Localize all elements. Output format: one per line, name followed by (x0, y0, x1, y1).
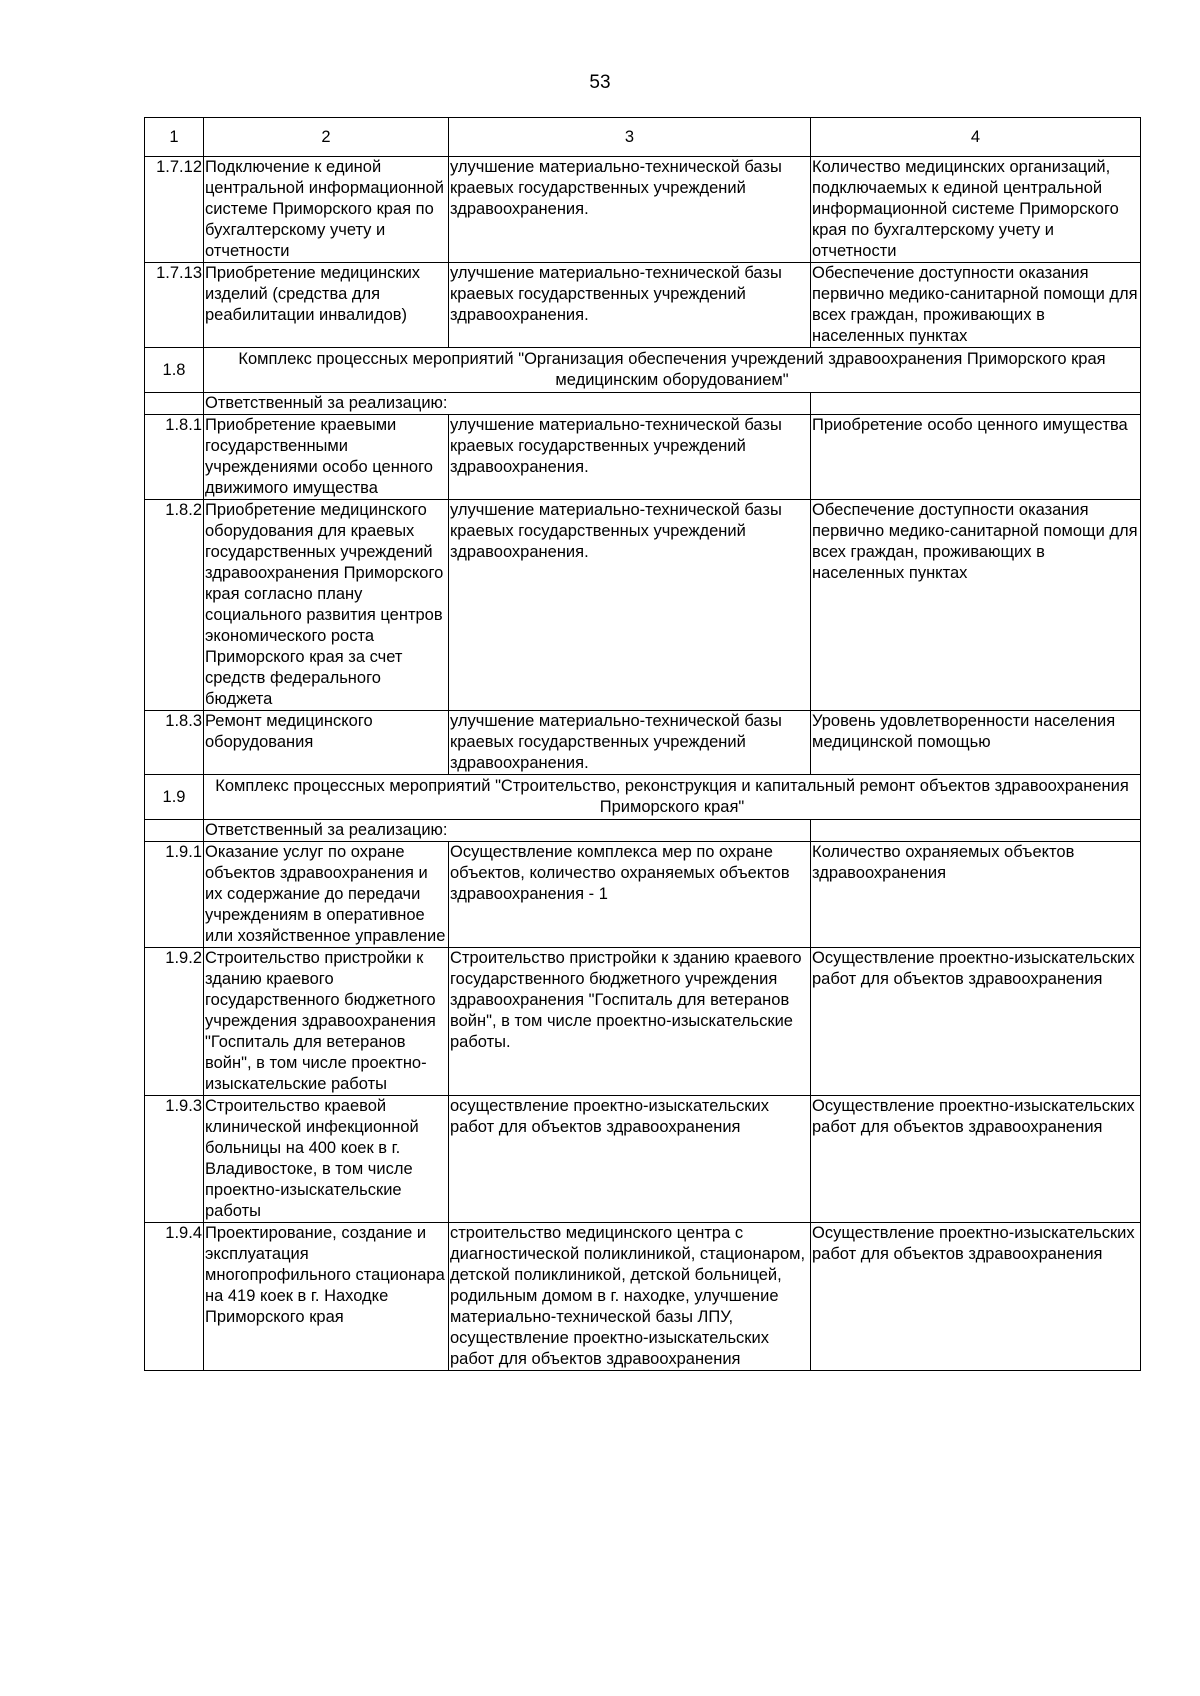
measure-task: улучшение материально-технической базы краевых государственных учреждений здравоохранения. (449, 415, 811, 500)
table-header-row (145, 118, 1141, 157)
measure-task: строительство медицинского центра с диагностической поликлиникой, стационаром, детской поликлиникой, детской больницей, родильным домом в г. находке, улучшение материально-технической базы ЛПУ, осуществление проектно-изыскательских работ для объектов здравоохранения (449, 1223, 811, 1371)
measure-task: улучшение материально-технической базы краевых государственных учреждений здравоохранения. (449, 157, 811, 263)
row-number: 1.7.13 (145, 263, 204, 348)
section-number: 1.8 (145, 348, 204, 393)
row-number: 1.9.4 (145, 1223, 204, 1371)
responsible-empty-cell (811, 393, 1141, 415)
section-row (145, 348, 1141, 393)
row-number: 1.8.2 (145, 500, 204, 711)
header-cell-2: 2 (204, 118, 449, 157)
header-cell-4: 4 (811, 118, 1141, 157)
measure-indicator: Приобретение особо ценного имущества (811, 415, 1141, 500)
measure-name: Строительство пристройки к зданию краевого государственного бюджетного учреждения здравоохранения "Госпиталь для ветеранов войн", в том числе проектно-изыскательские работы (204, 948, 449, 1096)
measure-task: улучшение материально-технической базы краевых государственных учреждений здравоохранения. (449, 711, 811, 775)
table-row (145, 1096, 1141, 1223)
table-row (145, 711, 1141, 775)
measure-indicator: Уровень удовлетворенности населения медицинской помощью (811, 711, 1141, 775)
table-row (145, 948, 1141, 1096)
measure-task: Осуществление комплекса мер по охране объектов, количество охраняемых объектов здравоохранения - 1 (449, 842, 811, 948)
header-cell-1: 1 (145, 118, 204, 157)
measure-indicator: Количество медицинских организаций, подключаемых к единой центральной информационной системе Приморского края по бухгалтерскому учету и отчетности (811, 157, 1141, 263)
row-number: 1.9.3 (145, 1096, 204, 1223)
measure-indicator: Обеспечение доступности оказания первично медико-санитарной помощи для всех граждан, проживающих в населенных пунктах (811, 500, 1141, 711)
measure-name: Оказание услуг по охране объектов здравоохранения и их содержание до передачи учреждениям в оперативное или хозяйственное управление (204, 842, 449, 948)
section-title: Комплекс процессных мероприятий "Строительство, реконструкция и капитальный ремонт объектов здравоохранения Приморского края" (204, 775, 1141, 820)
section-row (145, 775, 1141, 820)
table-row (145, 842, 1141, 948)
measure-indicator: Количество охраняемых объектов здравоохранения (811, 842, 1141, 948)
section-title: Комплекс процессных мероприятий "Организация обеспечения учреждений здравоохранения Приморского края медицинским оборудованием" (204, 348, 1141, 393)
page-number: 53 (589, 72, 611, 93)
measure-name: Строительство краевой клинической инфекционной больницы на 400 коек в г. Владивостоке, в том числе проектно-изыскательские работы (204, 1096, 449, 1223)
measure-indicator: Обеспечение доступности оказания первично медико-санитарной помощи для всех граждан, проживающих в населенных пунктах (811, 263, 1141, 348)
row-number: 1.8.3 (145, 711, 204, 775)
responsible-empty-cell (811, 820, 1141, 842)
table-row (145, 157, 1141, 263)
measures-table (144, 117, 1141, 1371)
measure-indicator: Осуществление проектно-изыскательских работ для объектов здравоохранения (811, 1096, 1141, 1223)
responsible-empty-cell (145, 393, 204, 415)
measure-task: осуществление проектно-изыскательских работ для объектов здравоохранения (449, 1096, 811, 1223)
responsible-empty-cell (145, 820, 204, 842)
measure-task: улучшение материально-технической базы краевых государственных учреждений здравоохранения. (449, 263, 811, 348)
section-number: 1.9 (145, 775, 204, 820)
responsible-label: Ответственный за реализацию: (204, 393, 811, 415)
measure-indicator: Осуществление проектно-изыскательских работ для объектов здравоохранения (811, 948, 1141, 1096)
measure-task: улучшение материально-технической базы краевых государственных учреждений здравоохранения. (449, 500, 811, 711)
header-cell-3: 3 (449, 118, 811, 157)
table-row (145, 500, 1141, 711)
row-number: 1.9.2 (145, 948, 204, 1096)
row-number: 1.8.1 (145, 415, 204, 500)
row-number: 1.9.1 (145, 842, 204, 948)
responsible-row (145, 820, 1141, 842)
table-row (145, 415, 1141, 500)
row-number: 1.7.12 (145, 157, 204, 263)
measure-name: Приобретение медицинских изделий (средства для реабилитации инвалидов) (204, 263, 449, 348)
measure-name: Приобретение краевыми государственными учреждениями особо ценного движимого имущества (204, 415, 449, 500)
table-row (145, 1223, 1141, 1371)
measure-name: Приобретение медицинского оборудования для краевых государственных учреждений здравоохранения Приморского края согласно плану социального развития центров экономического роста Приморского края за счет средств федерального бюджета (204, 500, 449, 711)
measure-name: Подключение к единой центральной информационной системе Приморского края по бухгалтерскому учету и отчетности (204, 157, 449, 263)
table-row (145, 263, 1141, 348)
measure-task: Строительство пристройки к зданию краевого государственного бюджетного учреждения здравоохранения "Госпиталь для ветеранов войн", в том числе проектно-изыскательские работы. (449, 948, 811, 1096)
responsible-row (145, 393, 1141, 415)
measure-name: Проектирование, создание и эксплуатация многопрофильного стационара на 419 коек в г. Находке Приморского края (204, 1223, 449, 1371)
measure-indicator: Осуществление проектно-изыскательских работ для объектов здравоохранения (811, 1223, 1141, 1371)
measure-name: Ремонт медицинского оборудования (204, 711, 449, 775)
responsible-label: Ответственный за реализацию: (204, 820, 811, 842)
